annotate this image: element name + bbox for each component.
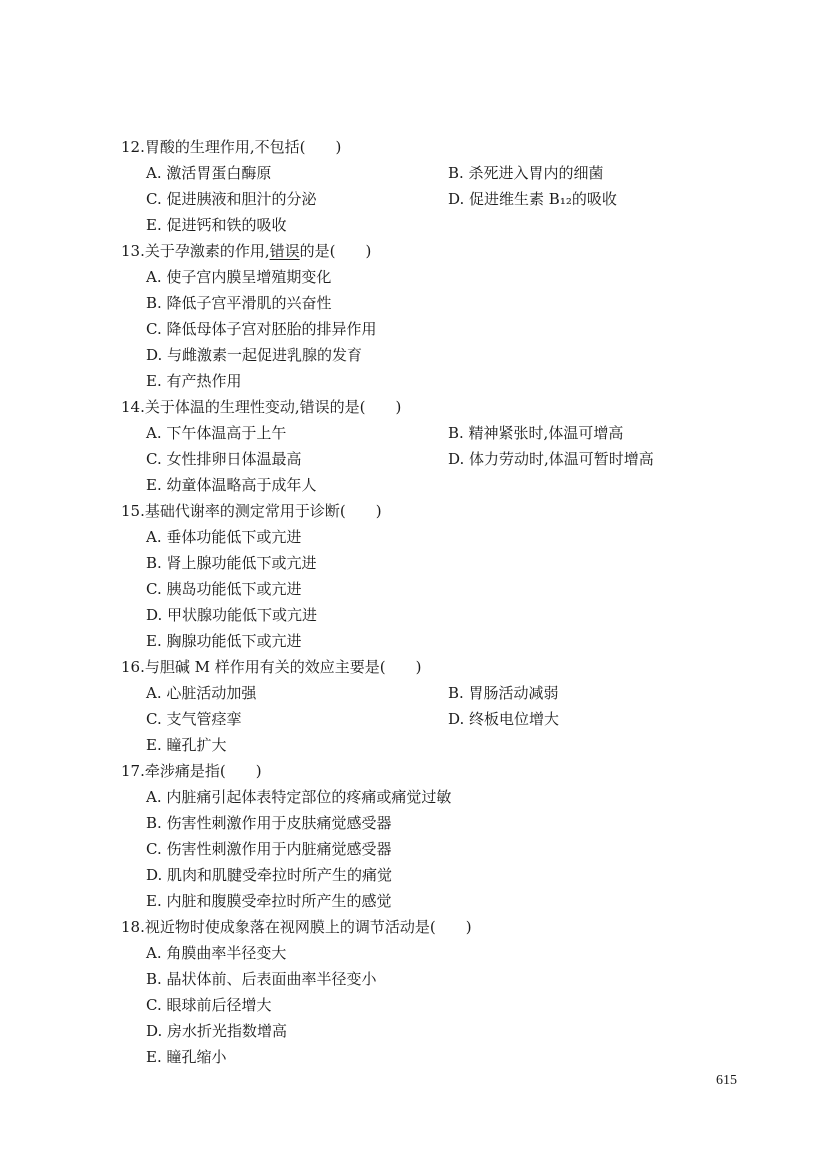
option-row — [0, 628, 823, 654]
option-17-c: C. 伤害性刺激作用于内脏痛觉感受器 — [146, 840, 392, 858]
option-13-d: D. 与雌激素一起促进乳腺的发育 — [146, 346, 363, 364]
option-14-a: A. 下午体温高于上午 — [146, 424, 287, 442]
option-12-b: B. 杀死进入胃内的细菌 — [448, 164, 604, 182]
option-row — [0, 342, 823, 368]
option-17-a: A. 内脏痛引起体表特定部位的疼痛或痛觉过敏 — [146, 788, 452, 806]
option-16-b: B. 胃肠活动减弱 — [448, 684, 559, 702]
option-14-e: E. 幼童体温略高于成年人 — [146, 476, 317, 494]
question-stem-18: 18.视近物时使成象落在视网膜上的调节活动是( ) — [121, 918, 472, 936]
option-row — [0, 784, 823, 810]
option-row — [0, 602, 823, 628]
question-stem-16: 16.与胆碱 M 样作用有关的效应主要是( ) — [121, 658, 422, 676]
option-row — [0, 160, 823, 186]
option-16-d: D. 终板电位增大 — [448, 710, 560, 728]
option-15-c: C. 胰岛功能低下或亢进 — [146, 580, 302, 598]
option-12-e: E. 促进钙和铁的吸收 — [146, 216, 287, 234]
option-row — [0, 1044, 823, 1070]
question-list — [0, 134, 823, 1070]
option-17-e: E. 内脏和腹膜受牵拉时所产生的感觉 — [146, 892, 392, 910]
option-row — [0, 420, 823, 446]
option-row — [0, 524, 823, 550]
option-18-a: A. 角膜曲率半径变大 — [146, 944, 287, 962]
question-stem-13: 13.关于孕激素的作用,错误的是( ) — [121, 242, 372, 260]
option-row — [0, 212, 823, 238]
option-16-e: E. 瞳孔扩大 — [146, 736, 227, 754]
option-17-b: B. 伤害性刺激作用于皮肤痛觉感受器 — [146, 814, 392, 832]
question-stem-12: 12.胃酸的生理作用,不包括( ) — [121, 138, 342, 156]
option-row — [0, 836, 823, 862]
option-row — [0, 446, 823, 472]
option-15-e: E. 胸腺功能低下或亢进 — [146, 632, 302, 650]
question-stem-14: 14.关于体温的生理性变动,错误的是( ) — [121, 398, 402, 416]
option-row — [0, 862, 823, 888]
option-12-c: C. 促进胰液和胆汁的分泌 — [146, 190, 317, 208]
option-row — [0, 316, 823, 342]
option-15-d: D. 甲状腺功能低下或亢进 — [146, 606, 318, 624]
option-row — [0, 550, 823, 576]
option-15-b: B. 肾上腺功能低下或亢进 — [146, 554, 317, 572]
option-12-d: D. 促进维生素 B₁₂的吸收 — [448, 190, 617, 208]
option-row — [0, 732, 823, 758]
option-row — [0, 888, 823, 914]
question-stem-17: 17.牵涉痛是指( ) — [121, 762, 262, 780]
page-number: 615 — [716, 1073, 737, 1088]
option-17-d: D. 肌肉和肌腱受牵拉时所产生的痛觉 — [146, 866, 393, 884]
option-row — [0, 290, 823, 316]
option-row — [0, 966, 823, 992]
option-14-d: D. 体力劳动时,体温可暂时增高 — [448, 450, 654, 468]
option-row — [0, 706, 823, 732]
option-18-e: E. 瞳孔缩小 — [146, 1048, 227, 1066]
option-row — [0, 186, 823, 212]
option-13-b: B. 降低子宫平滑肌的兴奋性 — [146, 294, 332, 312]
option-18-c: C. 眼球前后径增大 — [146, 996, 272, 1014]
option-row — [0, 940, 823, 966]
option-15-a: A. 垂体功能低下或亢进 — [146, 528, 302, 546]
option-13-e: E. 有产热作用 — [146, 372, 242, 390]
option-13-c: C. 降低母体子宫对胚胎的排异作用 — [146, 320, 377, 338]
option-row — [0, 368, 823, 394]
option-row — [0, 992, 823, 1018]
option-14-b: B. 精神紧张时,体温可增高 — [448, 424, 624, 442]
option-16-c: C. 支气管痉挛 — [146, 710, 242, 728]
option-row — [0, 576, 823, 602]
option-row — [0, 810, 823, 836]
option-16-a: A. 心脏活动加强 — [146, 684, 257, 702]
option-12-a: A. 激活胃蛋白酶原 — [146, 164, 272, 182]
option-row — [0, 472, 823, 498]
option-row — [0, 1018, 823, 1044]
option-18-d: D. 房水折光指数增高 — [146, 1022, 288, 1040]
option-18-b: B. 晶状体前、后表面曲率半径变小 — [146, 970, 377, 988]
option-row — [0, 680, 823, 706]
question-stem-15: 15.基础代谢率的测定常用于诊断( ) — [121, 502, 382, 520]
option-14-c: C. 女性排卵日体温最高 — [146, 450, 302, 468]
option-13-a: A. 使子宫内膜呈增殖期变化 — [146, 268, 332, 286]
option-row — [0, 264, 823, 290]
